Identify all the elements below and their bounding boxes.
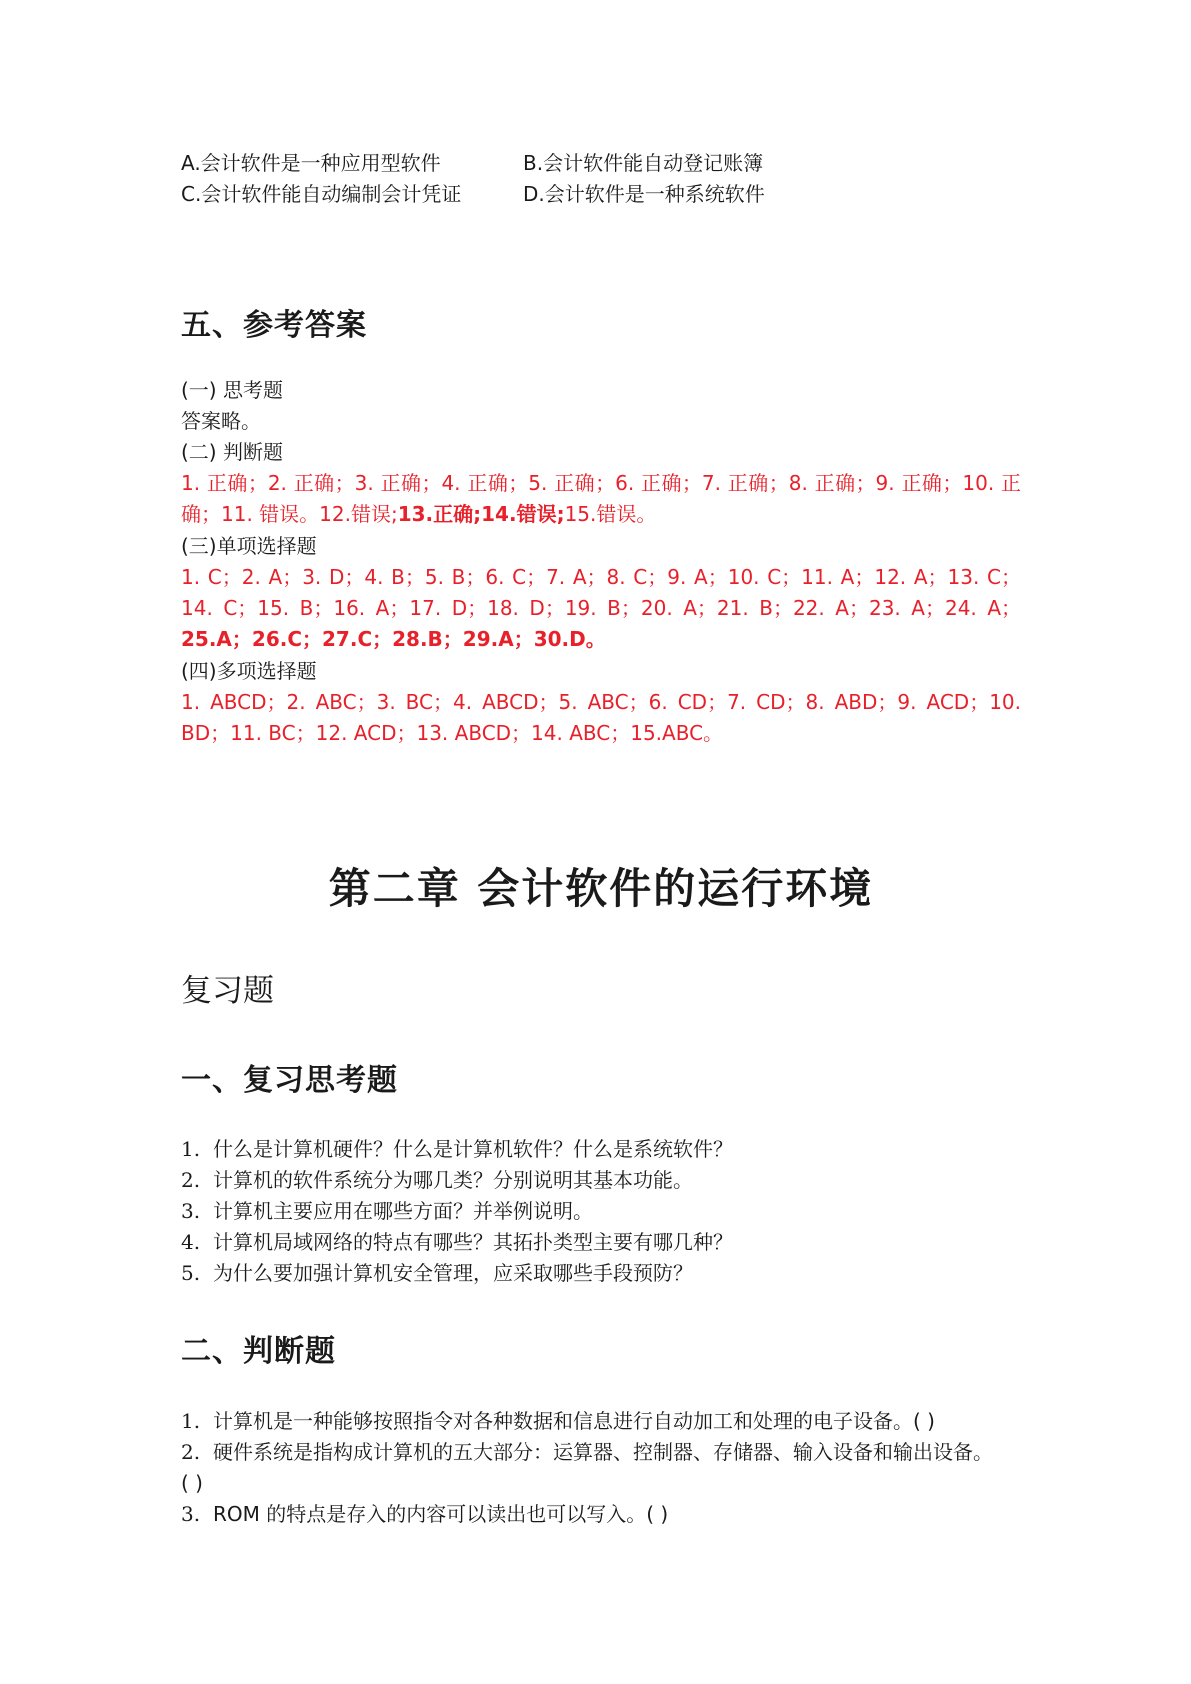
list-item xyxy=(181,1227,1021,1258)
judgement-answers-part-a: 1. 正确；2. 正确；3. 正确；4. 正确；5. 正确；6. 正确；7. 正确；8. 正确；9. 正确；10. 正确；11. 错误。12.错误; xyxy=(181,471,1021,526)
option-b: B.会计软件能自动登记账簿 xyxy=(523,151,764,175)
review-question-list xyxy=(181,1134,1021,1289)
list-item xyxy=(181,1468,1021,1499)
item-text: ( ) xyxy=(181,1471,203,1495)
single-choice-answers-bold: 25.A；26.C；27.C；28.B；29.A；30.D。 xyxy=(181,627,606,651)
single-choice-answers xyxy=(181,562,1021,655)
item-number: 3. xyxy=(181,1502,201,1526)
section-title-judgement: 二、判断题 xyxy=(181,1334,336,1369)
list-item xyxy=(181,1165,1021,1196)
item-text: 计算机是一种能够按照指令对各种数据和信息进行自动加工和处理的电子设备。( ) xyxy=(213,1409,935,1433)
item-text: ROM 的特点是存入的内容可以读出也可以写入。( ) xyxy=(213,1502,669,1526)
option-d: D.会计软件是一种系统软件 xyxy=(523,182,765,206)
list-item xyxy=(181,1499,1021,1530)
multi-choice-answers: 1. ABCD；2. ABC；3. BC；4. ABCD；5. ABC；6. CD；7. CD；8. ABD；9. ACD；10. BD；11. BC；12. ACD；13. ABCD；14. ABC；15.ABC。 xyxy=(181,690,1021,745)
item-number: 2. xyxy=(181,1440,201,1464)
item-text: 硬件系统是指构成计算机的五大部分：运算器、控制器、存储器、输入设备和输出设备。 xyxy=(213,1440,993,1464)
section-title-review-questions: 一、复习思考题 xyxy=(181,1063,398,1098)
item-number: 1. xyxy=(181,1137,201,1161)
single-choice-answers-part-a: 1. C；2. A；3. D；4. B；5. B；6. C；7. A；8. C；9. A；10. C；11. A；12. A；13. C；14. C；15. B；16. A；17. D；18. D；19. B；20. A；21. B；22. A；23. A；24. A； xyxy=(181,565,1021,620)
item-number: 2. xyxy=(181,1168,201,1192)
judgement-answers xyxy=(181,468,1021,530)
item-text: 计算机局域网络的特点有哪些？其拓扑类型主要有哪几种？ xyxy=(213,1230,733,1254)
judgement-answers-bold: 13.正确;14.错误; xyxy=(397,502,565,526)
option-c: C.会计软件能自动编制会计凭证 xyxy=(181,182,462,206)
subheading-judgement: (二) 判断题 xyxy=(181,440,283,464)
item-number: 3. xyxy=(181,1199,201,1223)
option-a: A.会计软件是一种应用型软件 xyxy=(181,151,441,175)
item-number: 4. xyxy=(181,1230,201,1254)
list-item xyxy=(181,1134,1021,1165)
review-heading: 复习题 xyxy=(181,973,274,1009)
subheading-single-choice: (三)单项选择题 xyxy=(181,534,317,558)
list-item xyxy=(181,1196,1021,1227)
judgement-answers-part-c: 15.错误。 xyxy=(564,502,657,526)
item-text: 计算机主要应用在哪些方面？并举例说明。 xyxy=(213,1199,593,1223)
subheading-multi-choice: (四)多项选择题 xyxy=(181,659,317,683)
item-text: 为什么要加强计算机安全管理，应采取哪些手段预防？ xyxy=(213,1261,693,1285)
item-number: 5. xyxy=(181,1261,201,1285)
list-item xyxy=(181,1258,1021,1289)
thinking-answer: 答案略。 xyxy=(181,409,261,433)
item-text: 什么是计算机硬件？什么是计算机软件？什么是系统软件？ xyxy=(213,1137,733,1161)
list-item xyxy=(181,1437,1021,1468)
subheading-thinking: (一) 思考题 xyxy=(181,378,283,402)
item-text: 计算机的软件系统分为哪几类？分别说明其基本功能。 xyxy=(213,1168,693,1192)
chapter-title: 第二章 会计软件的运行环境 xyxy=(328,864,874,913)
list-item xyxy=(181,1406,1021,1437)
item-number: 1. xyxy=(181,1409,201,1433)
section-title-answers: 五、参考答案 xyxy=(181,308,367,343)
judgement-question-list xyxy=(181,1406,1021,1530)
